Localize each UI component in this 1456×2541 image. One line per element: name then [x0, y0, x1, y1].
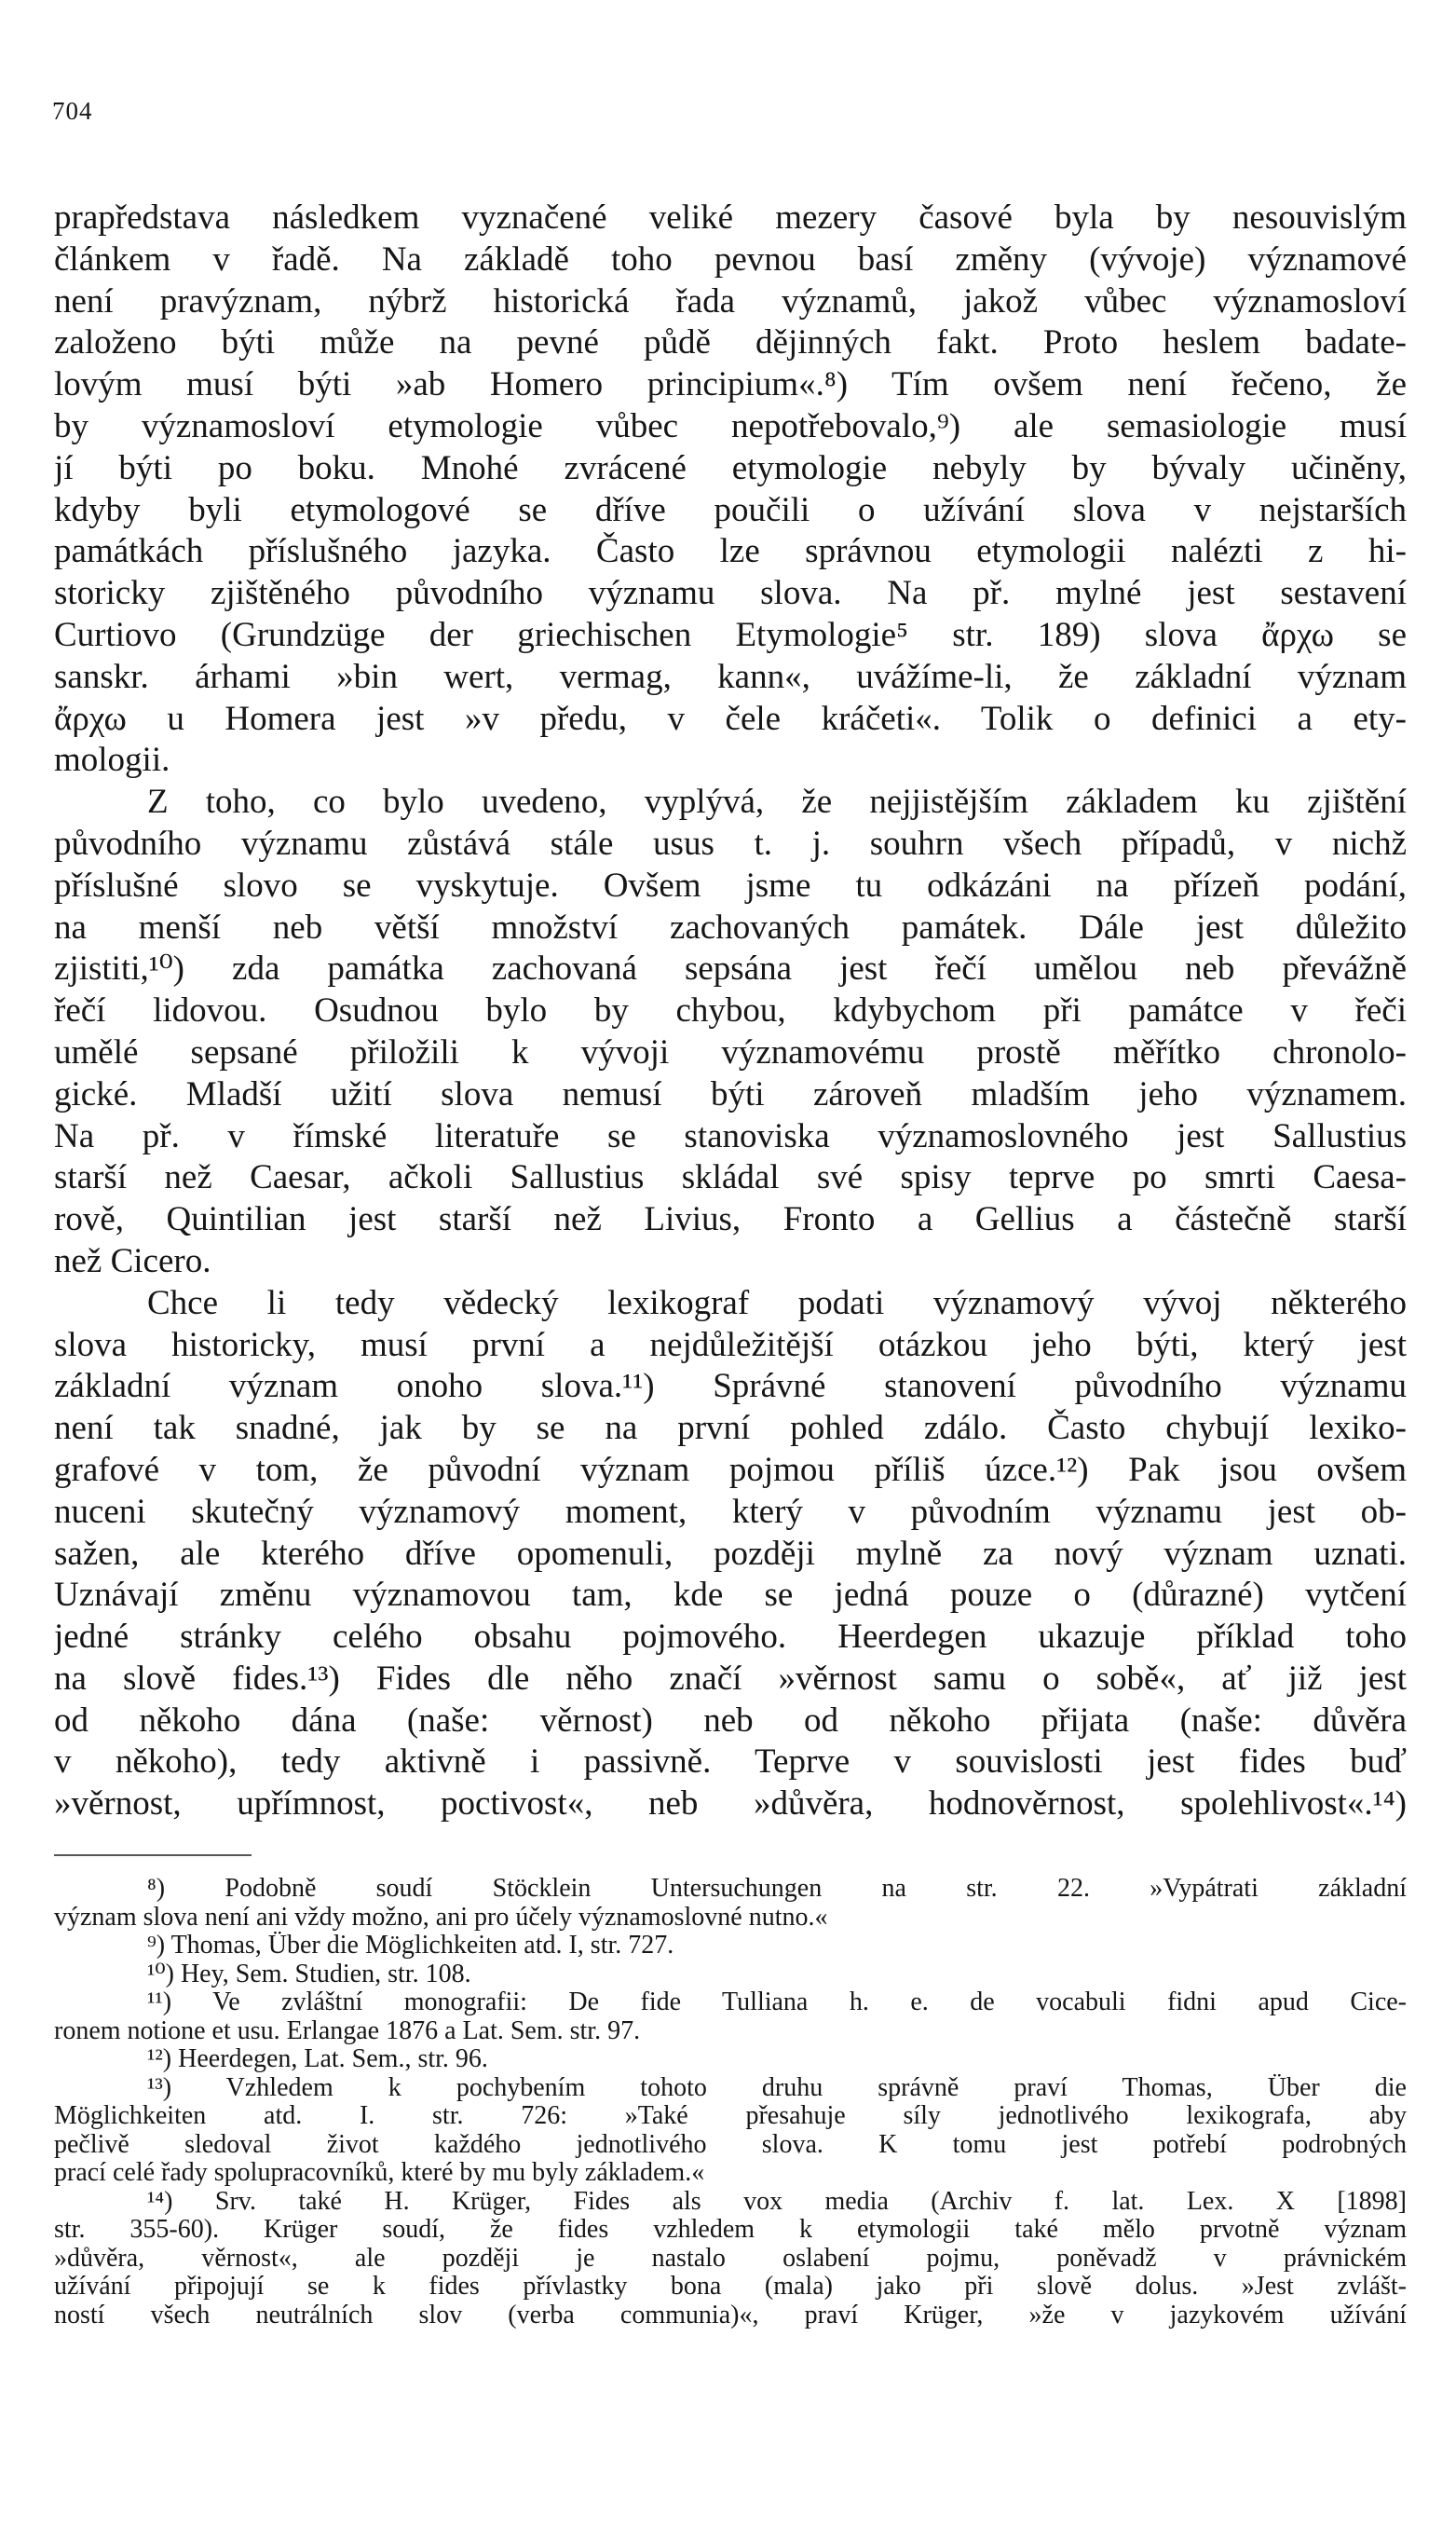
- text-line: »věrnost, upřímnost, poctivost«, neb »důvěra, hodnověrnost, spolehlivost«.¹⁴): [54, 1784, 1407, 1824]
- text-line: nuceni skutečný významový moment, který v původním významu jest ob-: [54, 1492, 1407, 1531]
- footnote-line: Möglichkeiten atd. I. str. 726: »Také přesahuje síly jednotlivého lexikografa, aby: [54, 2102, 1407, 2130]
- text-line: jí býti po boku. Mnohé zvrácené etymologie nebyly by bývaly učiněny,: [54, 448, 1407, 487]
- footnote-line: ¹²) Heerdegen, Lat. Sem., str. 96.: [147, 2045, 488, 2073]
- text-line: sažen, ale kterého dříve opomenuli, později mylně za nový význam uznati.: [54, 1534, 1407, 1573]
- text-line: základní význam onoho slova.¹¹) Správné stanovení původního významu: [54, 1367, 1407, 1406]
- text-line: lovým musí býti »ab Homero principium«.⁸) Tím ovšem není řečeno, že: [54, 365, 1407, 404]
- page-number: 704: [52, 97, 93, 125]
- text-line: umělé sepsané přiložili k vývoji významovému prostě měřítko chronolo-: [54, 1032, 1407, 1072]
- text-line: není tak snadné, jak by se na první pohled zdálo. Často chybují lexiko-: [54, 1409, 1407, 1448]
- text-line: starší než Caesar, ačkoli Sallustius skládal své spisy teprve po smrti Caesa-: [54, 1158, 1407, 1197]
- text-line: by významosloví etymologie vůbec nepotřebovalo,⁹) ale semasiologie musí: [54, 406, 1407, 445]
- text-line: gické. Mladší užití slova nemusí býti zároveň mladším jeho významem.: [54, 1074, 1407, 1113]
- footnote-line: pečlivě sledoval život každého jednotlivého slova. K tomu jest potřebí podrobných: [54, 2130, 1407, 2159]
- text-line: Chce li tedy vědecký lexikograf podati významový vývoj některého: [147, 1283, 1407, 1322]
- footnote-divider: [54, 1854, 252, 1856]
- text-line: než Cicero.: [54, 1241, 211, 1280]
- text-line: rově, Quintilian jest starší než Livius, Fronto a Gellius a částečně starší: [54, 1200, 1407, 1239]
- text-line: památkách příslušného jazyka. Často lze správnou etymologii nalézti z hi-: [54, 532, 1407, 571]
- text-line: článkem v řadě. Na základě toho pevnou basí změny (vývoje) významové: [54, 239, 1407, 279]
- footnote-line: ⁸) Podobně soudí Stöcklein Untersuchungen na str. 22. »Vypátrati základní: [147, 1875, 1407, 1903]
- text-line: prapředstava následkem vyznačené veliké mezery časové byla by nesouvislým: [54, 198, 1407, 237]
- footnote-line: str. 355-60). Krüger soudí, že fides vzhledem k etymologii také mělo prvotně význam: [54, 2216, 1407, 2244]
- footnotes: [54, 1875, 1407, 2329]
- text-line: slova historicky, musí první a nejdůležitější otázkou jeho býti, který jest: [54, 1325, 1407, 1364]
- main-text: [54, 198, 1407, 1825]
- text-line: původního významu zůstává stále usus t. j. souhrn všech případů, v nichž: [54, 824, 1407, 863]
- text-line: sanskr. árhami »bin wert, vermag, kann«, uvážíme-li, že základní význam: [54, 657, 1407, 696]
- footnote-line: ¹³) Vzhledem k pochybením tohoto druhu správně praví Thomas, Über die: [147, 2073, 1407, 2102]
- text-line: storicky zjištěného původního významu slova. Na př. mylné jest sestavení: [54, 574, 1407, 613]
- text-line: mologii.: [54, 741, 170, 780]
- footnote-line: význam slova není ani vždy možno, ani pro účely významoslovné nutno.«: [54, 1903, 828, 1932]
- text-line: Uznávají změnu významovou tam, kde se jedná pouze o (důrazné) vytčení: [54, 1576, 1407, 1615]
- text-line: kdyby byli etymologové se dříve poučili o užívání slova v nejstarších: [54, 490, 1407, 529]
- text-line: zjistiti,¹⁰) zda památka zachovaná sepsána jest řečí umělou neb převážně: [54, 949, 1407, 989]
- text-line: řečí lidovou. Osudnou bylo by chybou, kdybychom při památce v řeči: [54, 991, 1407, 1031]
- text-line: na slově fides.¹³) Fides dle něho značí »věrnost samu o sobě«, ať již jest: [54, 1659, 1407, 1698]
- footnote-line: ností všech neutrálních slov (verba communia)«, praví Krüger, »že v jazykovém užívání: [54, 2301, 1407, 2329]
- text-line: Z toho, co bylo uvedeno, vyplývá, že nejjistějším základem ku zjištění: [147, 783, 1407, 822]
- text-line: jedné stránky celého obsahu pojmového. Heerdegen ukazuje příklad toho: [54, 1618, 1407, 1657]
- text-line: grafové v tom, že původní význam pojmou příliš úzce.¹²) Pak jsou ovšem: [54, 1450, 1407, 1489]
- text-line: v někoho), tedy aktivně i passivně. Teprve v souvislosti jest fides buď: [54, 1742, 1407, 1782]
- text-line: založeno býti může na pevné půdě dějinných fakt. Proto heslem badate-: [54, 323, 1407, 362]
- footnote-line: ¹⁴) Srv. také H. Krüger, Fides als vox media (Archiv f. lat. Lex. X [1898]: [147, 2187, 1407, 2216]
- footnote-line: užívání připojují se k fides přívlastky bona (mala) jako při slově dolus. »Jest zvlášt-: [54, 2273, 1407, 2301]
- text-line: není pravýznam, nýbrž historická řada významů, jakož vůbec významosloví: [54, 281, 1407, 321]
- footnote-line: »důvěra, věrnost«, ale později je nastalo oslabení pojmu, poněvadž v právnickém: [54, 2244, 1407, 2273]
- footnote-line: ¹¹) Ve zvláštní monografii: De fide Tulliana h. e. de vocabuli fidni apud Cice-: [147, 1988, 1407, 2016]
- footnote-line: ronem notione et usu. Erlangae 1876 a Lat. Sem. str. 97.: [54, 2016, 641, 2045]
- footnote-line: ⁹) Thomas, Über die Möglichkeiten atd. I, str. 727.: [147, 1932, 674, 1960]
- footnote-line: ¹⁰) Hey, Sem. Studien, str. 108.: [147, 1960, 471, 1988]
- text-line: na menší neb větší množství zachovaných památek. Dále jest důležito: [54, 908, 1407, 947]
- footnote-line: prací celé řady spolupracovníků, které by mu byly základem.«: [54, 2159, 705, 2187]
- text-line: Na př. v římské literatuře se stanoviska významoslovného jest Sallustius: [54, 1116, 1407, 1155]
- text-line: ἄρχω u Homera jest »v předu, v čele kráčeti«. Tolik o definici a ety-: [54, 699, 1407, 738]
- text-line: od někoho dána (naše: věrnost) neb od někoho přijata (naše: důvěra: [54, 1701, 1407, 1740]
- text-line: Curtiovo (Grundzüge der griechischen Etymologie⁵ str. 189) slova ἄρχω se: [54, 615, 1407, 654]
- text-line: příslušné slovo se vyskytuje. Ovšem jsme tu odkázáni na přízeň podání,: [54, 866, 1407, 905]
